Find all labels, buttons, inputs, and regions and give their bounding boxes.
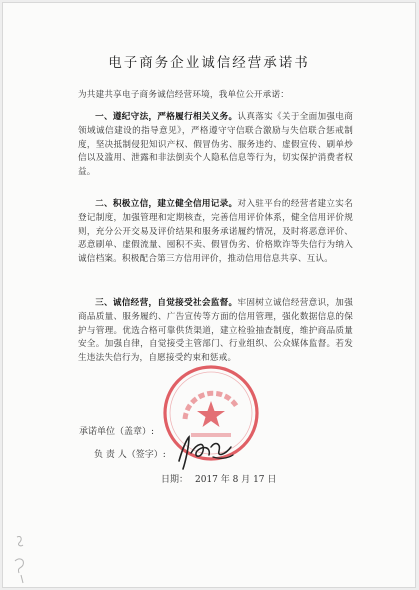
date-label: 日期： (161, 475, 189, 485)
pencil-margin-mark (9, 531, 39, 587)
document-title: 电子商务企业诚信经营承诺书 (108, 55, 310, 71)
document-page (3, 3, 415, 587)
section-2-text: 对入驻平台的经营者建立实名登记制度，加强管理和定期核查，完善信用评价体系，健全信用评价规则，充分公开交易及评价结果和服务承诺履约情况，及时将恶意评价、恶意刷单、虚假流量、囤积不卖、假冒伪劣、价格欺诈等失信行为纳入诚信档案。积极配合第三方信用评价，推动信用信息共享、互认。 (78, 199, 354, 265)
section-1-heading: 一、遵纪守法，严格履行相关义务。 (95, 112, 238, 122)
section-2 (78, 198, 353, 267)
section-3-text: 牢固树立诚信经营意识，加强商品质量、服务履约、广告宣传等方面的信用管理，强化数据信息的保护与管理。优选合格可靠供货渠道，建立检验抽查制度，维护商品质量安全。加强自律，自觉接受主管部门、行业组织、公众媒体监督。若发生违法失信行为，自愿接受约束和惩戒。 (78, 298, 354, 364)
intro-paragraph: 为共建共享电子商务诚信经营环境，我单位公开承诺： (78, 90, 290, 100)
section-2-heading: 二、积极立信，建立健全信用记录。 (95, 199, 238, 209)
section-3-heading: 三、诚信经营，自觉接受社会监督。 (95, 298, 238, 308)
unit-label: 承诺单位（盖章）: (79, 427, 155, 437)
section-1 (78, 111, 353, 180)
person-label: 负 责 人（签字）: (94, 450, 166, 460)
section-1-text: 认真落实《关于全面加强电商领域诚信建设的指导意见》，严格遵守守信联合激励与失信联合惩戒制度，坚决抵制侵犯知识产权、假冒伪劣、服务违约、虚假宣传、刷单炒信以及滥用、泄露和非法倒卖个人隐私信息等行为，切实保护消费者权益。 (78, 112, 354, 178)
handwritten-signature (175, 433, 237, 473)
section-3 (78, 297, 353, 366)
date-value: 2017 年 8 月 17 日 (195, 475, 277, 485)
